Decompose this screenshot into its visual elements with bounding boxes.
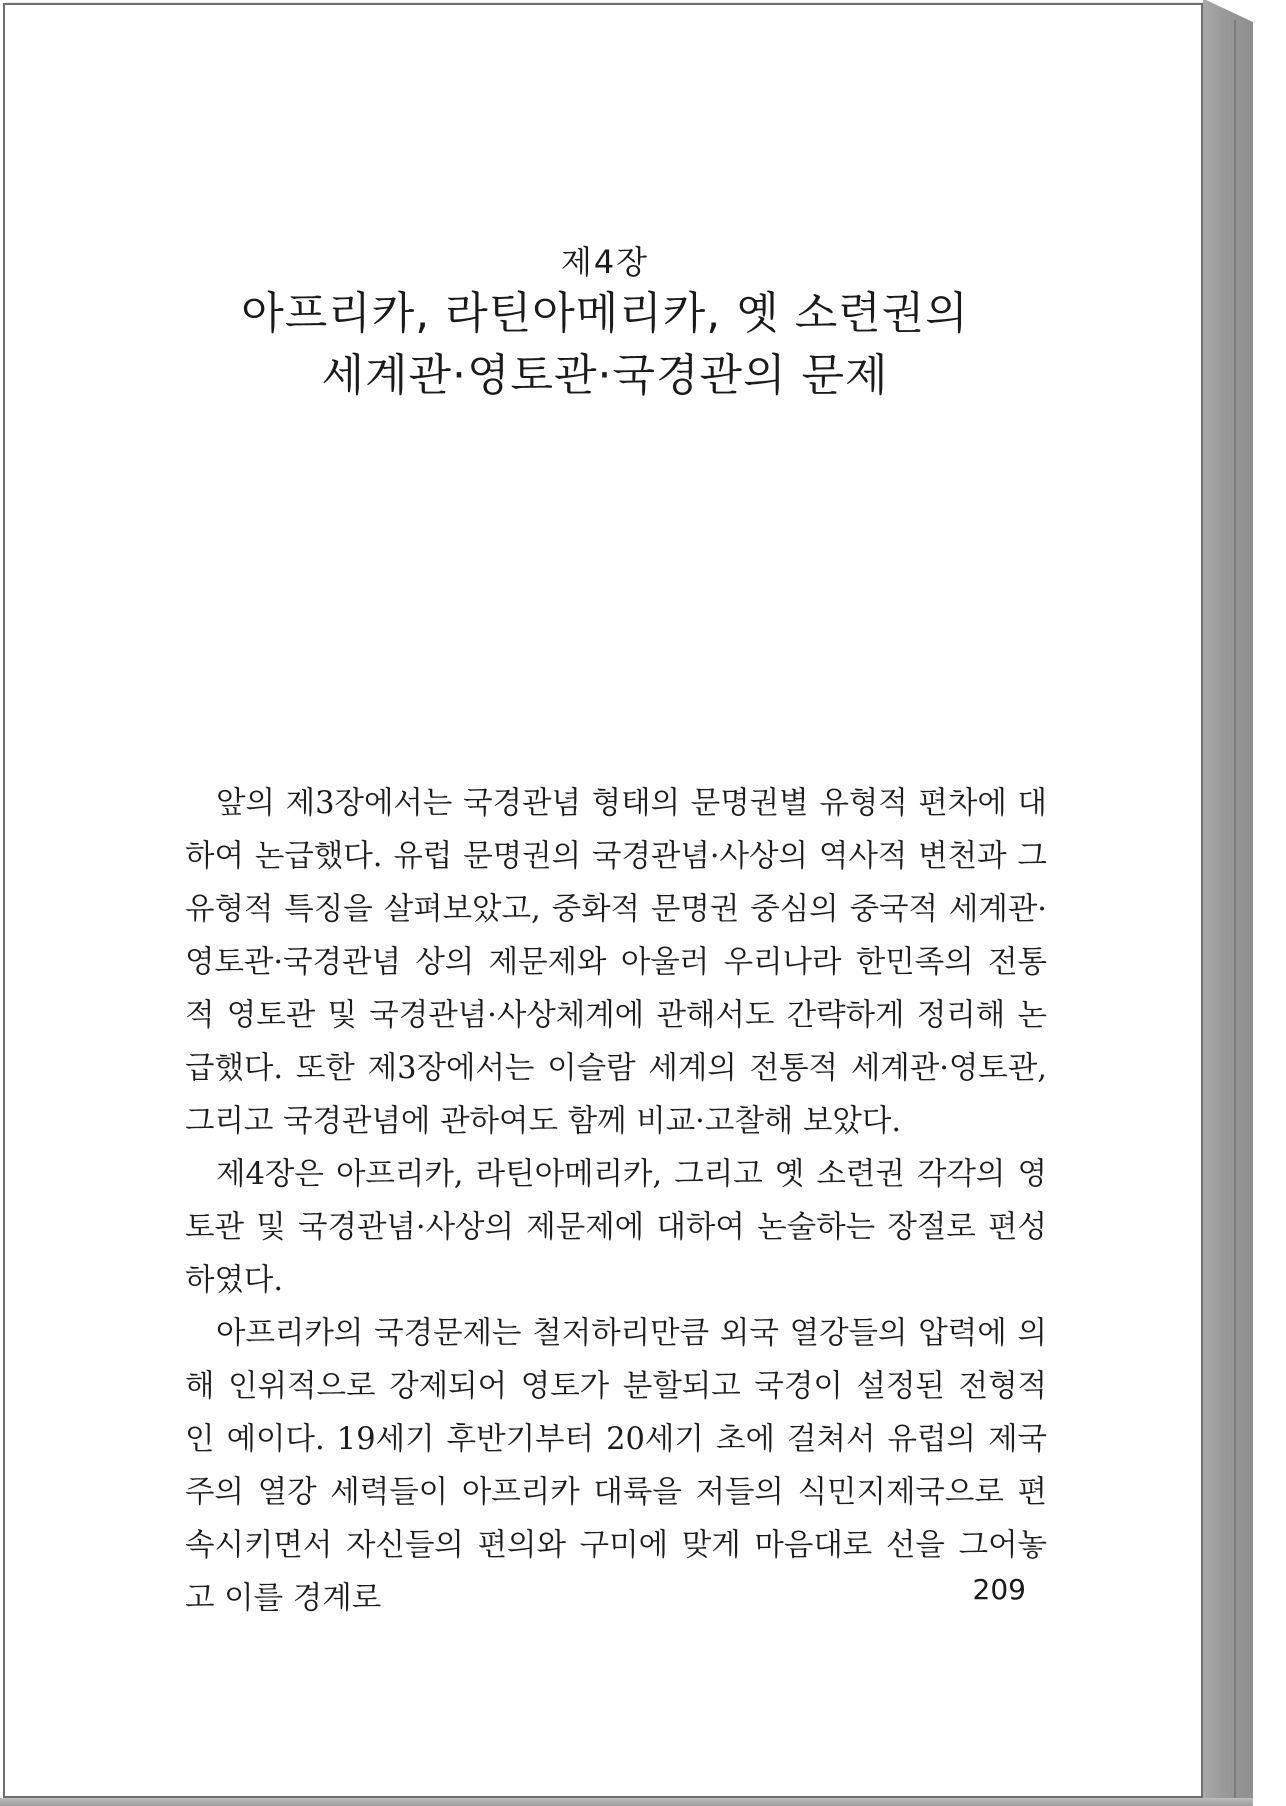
- paragraph: 앞의 제3장에서는 국경관념 형태의 문명권별 유형적 편차에 대하여 논급했다. 유럽 문명권의 국경관념·사상의 역사적 변천과 그 유형적 특징을 살펴보았고, 중화적 문명권 중심의 중국적 세계관·영토관·국경관념 상의 제문제와 아울러 우리나라 한민족의 전통적 영토관 및 국경관념·사상체계에 관해서도 간략하게 정리해 논급했다. 또한 제3장에서는 이슬람 세계의 전통적 세계관·영토관, 그리고 국경관념에 관하여도 함께 비교·고찰해 보았다.: [185, 786, 1047, 1139]
- book-page: [3, 3, 1203, 1798]
- paragraph: 아프리카의 국경문제는 철저하리만큼 외국 열강들의 압력에 의해 인위적으로 강제되어 영토가 분할되고 국경이 설정된 전형적인 예이다. 19세기 후반기부터 20세기 초에 걸쳐서 유럽의 제국주의 열강 세력들이 아프리카 대륙을 저들의 식민지제국으로 편속시키면서 자신들의 편의와 구미에 맞게 마음대로 선을 그어놓고 이를 경계로: [185, 1316, 1047, 1616]
- book-spine-edge: [1203, 0, 1253, 1806]
- chapter-title-line-2: 세계관·영토관·국경관의 문제: [321, 350, 889, 401]
- book-side-line: [1234, 20, 1236, 1806]
- chapter-title-line-1: 아프리카, 라틴아메리카, 옛 소련권의: [241, 288, 969, 339]
- book-bottom-edge: [0, 1798, 1253, 1806]
- chapter-number: 제4장: [560, 243, 650, 281]
- chapter-title: [5, 283, 1205, 407]
- body-text: [185, 777, 1047, 1625]
- page-number: 209: [972, 1573, 1026, 1606]
- paragraph: 제4장은 아프리카, 라틴아메리카, 그리고 옛 소련권 각각의 영토관 및 국경관념·사상의 제문제에 대하여 논술하는 장절로 편성하였다.: [185, 1157, 1047, 1298]
